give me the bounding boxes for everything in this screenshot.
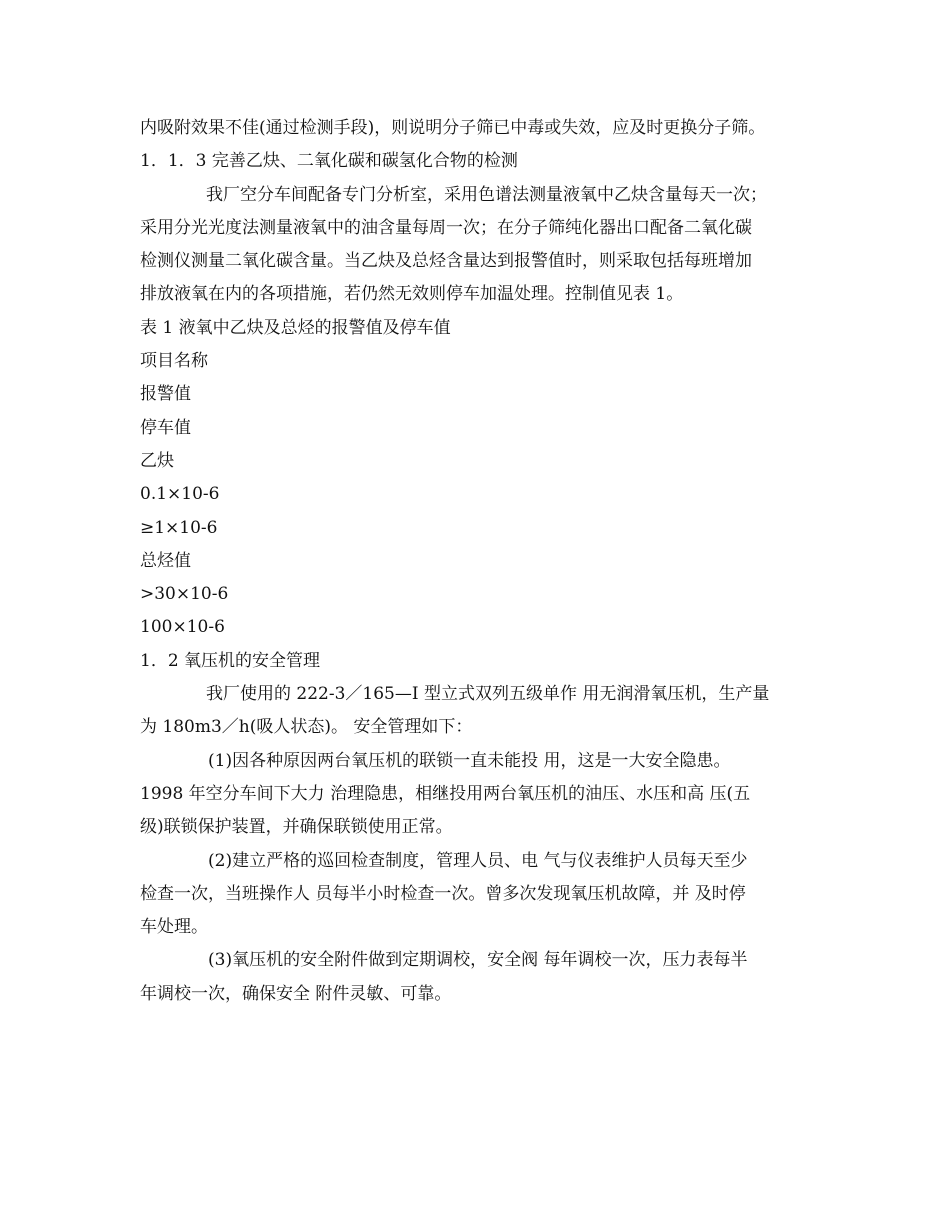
section-heading: 1．1．3 完善乙炔、二氧化碳和碳氢化合物的检测 (140, 151, 518, 172)
paragraph-line: 车处理。 (140, 917, 208, 938)
table-cell: 停车值 (140, 417, 191, 438)
table-cell: ≥1×10-6 (140, 517, 218, 538)
table-cell: 总烃值 (140, 550, 191, 571)
table-cell: 100×10-6 (140, 617, 225, 638)
document-page (140, 112, 830, 1011)
table-cell: 项目名称 (140, 351, 208, 372)
paragraph-line: (2)建立严格的巡回检查制度，管理人员、电 气与仪表维护人员每天至少 (208, 850, 748, 871)
paragraph-line: 内吸附效果不佳(通过检测手段)，则说明分子筛已中毒或失效，应及时更换分子筛。 (140, 118, 766, 138)
paragraph-line: 级)联锁保护装置，并确保联锁使用正常。 (140, 817, 453, 838)
paragraph-line: 我厂使用的 222-3／165—I 型立式双列五级单作 用无润滑氧压机，生产量 (206, 684, 770, 705)
table-cell: 报警值 (140, 384, 191, 405)
paragraph-line: 采用分光光度法测量液氧中的油含量每周一次；在分子筛纯化器出口配备二氧化碳 (140, 217, 752, 238)
paragraph-line: 1998 年空分车间下大力 治理隐患，相继投用两台氧压机的油压、水压和高 压(五 (140, 783, 751, 804)
table-cell: 0.1×10-6 (140, 484, 220, 505)
section-heading: 1．2 氧压机的安全管理 (140, 650, 321, 671)
table-caption: 表 1 液氧中乙炔及总烃的报警值及停车值 (140, 317, 451, 338)
paragraph-line: (3)氧压机的安全附件做到定期调校，安全阀 每年调校一次，压力表每半 (208, 950, 748, 971)
table-cell: >30×10-6 (140, 584, 229, 605)
paragraph-line: 排放液氧在内的各项措施，若仍然无效则停车加温处理。控制值见表 1。 (140, 284, 684, 305)
table-cell: 乙炔 (140, 450, 174, 471)
paragraph-line: 检查一次，当班操作人 员每半小时检查一次。曾多次发现氧压机故障，并 及时停 (140, 883, 746, 904)
paragraph-line: (1)因各种原因两台氧压机的联锁一直未能投 用，这是一大安全隐患。 (208, 750, 731, 771)
paragraph-line: 年调校一次，确保安全 附件灵敏、可靠。 (140, 983, 452, 1004)
paragraph-line: 检测仪测量二氧化碳含量。当乙炔及总烃含量达到报警值时，则采取包括每班增加 (140, 251, 752, 272)
paragraph-line: 为 180m3／h(吸人状态)。 安全管理如下： (140, 717, 473, 738)
paragraph-line: 我厂空分车间配备专门分析室，采用色谱法测量液氧中乙炔含量每天一次； (206, 184, 767, 205)
